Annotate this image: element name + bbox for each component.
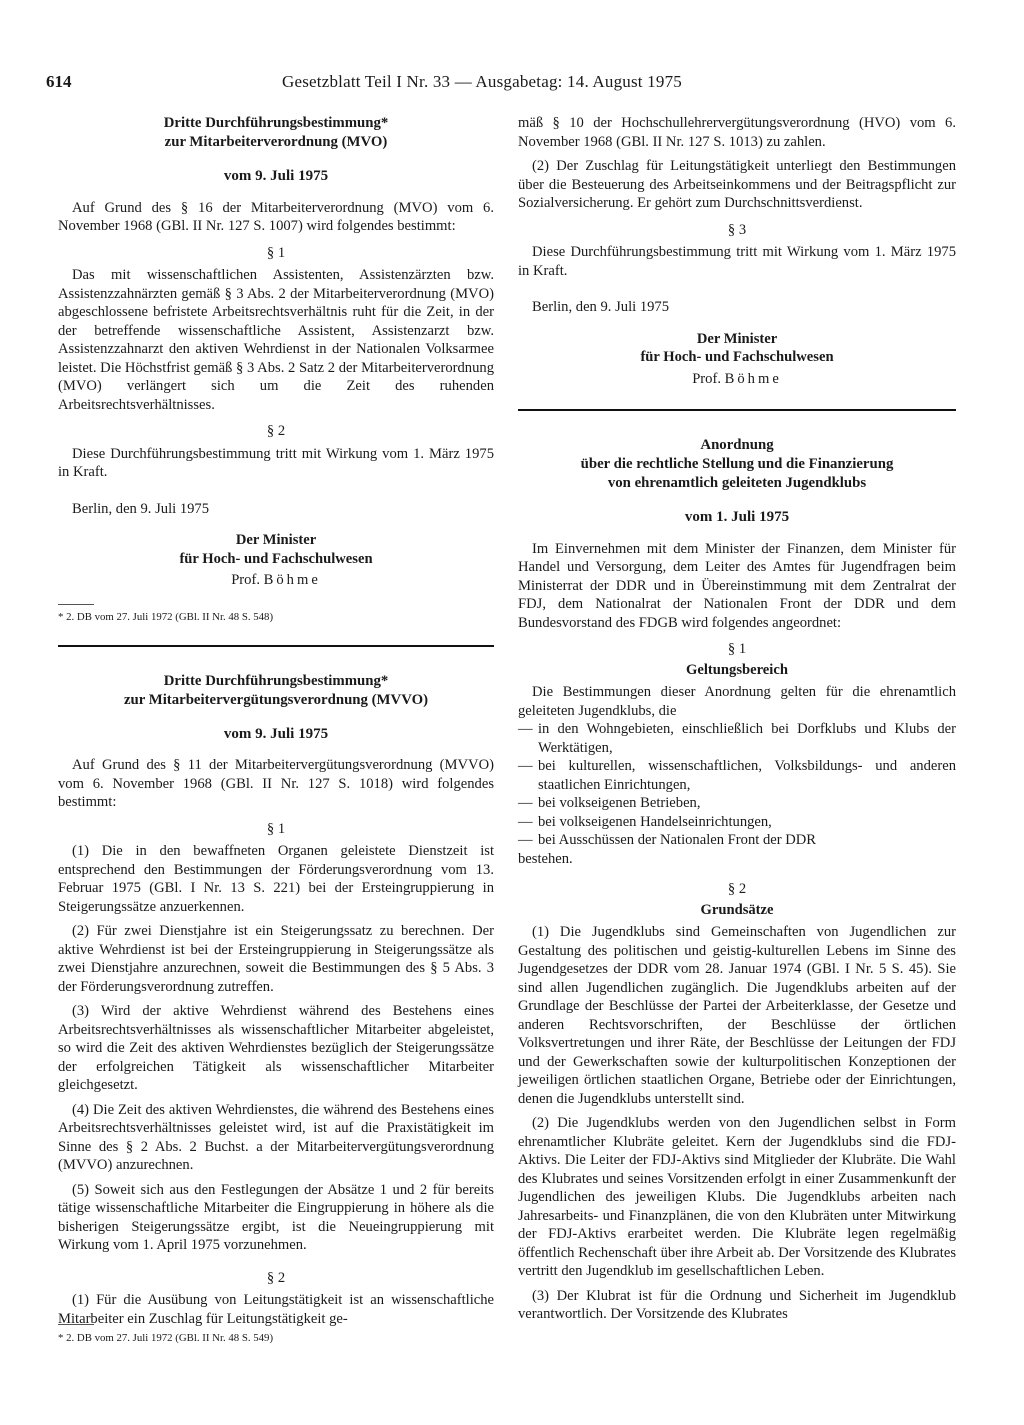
section-heading: § 2: [266, 1269, 286, 1286]
article-title-line3: von ehrenamtlich geleiteten Jugendklubs: [607, 475, 867, 491]
footnote: * 2. DB vom 27. Juli 1972 (GBl. II Nr. 48 S. 548): [58, 610, 274, 623]
section-subheading: Geltungsbereich: [686, 661, 788, 678]
footnote-divider: [58, 604, 94, 605]
paragraph: (1) Die in den bewaffneten Organen geleistete Dienstzeit ist entsprechend den Bestimmungen der Förderungsverordnung vom 13. Februar 1975 (GBl. I Nr. 13 S. 221) bei der Ersteingruppierung in Steigerungssätze anzuerkennen.: [58, 843, 494, 915]
page-number: 614: [46, 72, 72, 91]
signer-surname: Böhme: [724, 370, 782, 387]
paragraph-continuation: mäß § 10 der Hochschullehrervergütungsverordnung (HVO) vom 6. November 1968 (GBl. II Nr. 127 S. 1013) zu zahlen.: [518, 115, 956, 150]
section-text: Die Bestimmungen dieser Anordnung gelten für die ehrenamtlich geleiteten Jugendklubs, die: [518, 684, 956, 719]
paragraph: (1) Für die Ausübung von Leitungstätigkeit ist an wissenschaftliche Mitarbeiter ein Zuschlag für Leitungstätigkeit ge-: [58, 1292, 494, 1327]
list-item: — in den Wohngebieten, einschließlich bei Dorfklubs und Klubs der Werktätigen,: [518, 721, 956, 756]
list-item: — bei kulturellen, wissenschaftlichen, Volksbildungs- und anderen staatlichen Einrichtungen,: [518, 758, 956, 793]
article-intro: Im Einvernehmen mit dem Minister der Finanzen, dem Minister für Handel und Versorgung, dem Leiter des Amtes für Jugendfragen beim Ministerrat der DDR und in Übereinstimmung mit dem Zentralrat der FDJ, dem Nationalrat der Nationalen Front der DDR und dem Bundesvorstand des FDGB wird folgendes angeordnet:: [518, 540, 956, 631]
place-date: Berlin, den 9. Juli 1975: [532, 299, 670, 315]
footnote: * 2. DB vom 27. Juli 1972 (GBl. II Nr. 48 S. 549): [58, 1332, 274, 1344]
list-item: — bei Ausschüssen der Nationalen Front der DDR: [518, 832, 817, 848]
paragraph: (1) Die Jugendklubs sind Gemeinschaften von Jugendlichen zur Gestaltung des politischen und geistig-kulturellen Lebens im Sinne des Jugendgesetzes der DDR vom 28. Januar 1974 (GBl. I Nr. 5 S. 45). Sie sind allen Jugendlichen zugänglich. Die Jugendklubs arbeiten auf der Grundlage der Beschlüsse der Partei der Arbeiterklasse, der Gesetze und anderen Rechtsvorschriften, der Beschlüsse der örtlichen Volksvertretungen und ihrer Räte, der Beschlüsse der Leitungen der FDJ und der Gewerkschaften sowie der kulturpolitischen Konzeptionen der jeweiligen örtlichen staatlichen Organe, Betriebe oder der Einrichtungen, denen die Jugendklubs unterstellt sind.: [518, 924, 956, 1107]
signer-surname: Böhme: [263, 572, 321, 588]
article-intro: Auf Grund des § 11 der Mitarbeitervergütungsverordnung (MVVO) vom 6. November 1968 (GBl. II Nr. 127 S. 1018) wird folgendes bestimmt:: [58, 757, 494, 810]
signer-ministry: für Hoch- und Fachschulwesen: [179, 550, 373, 567]
section-text: Das mit wissenschaftlichen Assistenten, Assistenzärzten bzw. Assistenzzahnärzten gemäß § 3 Abs. 2 der Mitarbeiterverordnung (MVO) abgeschlossene befristete Arbeitsrechtsverhältnis ruht für die Zeit, in der der betreffende wissenschaftliche Assistent, Assistenzarzt bzw. Assistenzzahnarzt den aktiven Wehrdienst in der Nationalen Volksarmee leistet. Die Höchstfrist gemäß § 3 Abs. 2 Satz 2 der Mitarbeiterverordnung (MVO) verlängert sich um die Zeit des ruhenden Arbeitsrechtsverhältnisses.: [58, 267, 494, 413]
article-title-line1: Anordnung: [700, 437, 774, 453]
section-text: Diese Durchführungsbestimmung tritt mit Wirkung vom 1. März 1975 in Kraft.: [518, 244, 956, 279]
section-heading: § 1: [266, 244, 286, 261]
section-heading: § 2: [266, 423, 286, 439]
signer-prefix: Prof.: [692, 370, 721, 387]
section-subheading: Grundsätze: [700, 901, 774, 918]
article-mvo: [58, 114, 494, 624]
paragraph: (3) Wird der aktive Wehrdienst während des Bestehens eines Arbeitsrechtsverhältnisses als wissenschaftlicher Mitarbeiter abgeleistet, so wird die Zeit des aktiven Wehrdienstes bezüglich der Steigerungssätze der erfolgreichen Tätigkeit als wissenschaftlicher Mitarbeiter gleichgesetzt.: [58, 1003, 494, 1093]
section-close: bestehen.: [518, 850, 573, 867]
right-column: [518, 114, 956, 1324]
article-title-line2: zur Mitarbeiterverordnung (MVO): [164, 134, 388, 150]
article-intro: Auf Grund des § 16 der Mitarbeiterverordnung (MVO) vom 6. November 1968 (GBl. II Nr. 127 S. 1007) wird folgendes bestimmt:: [58, 199, 494, 234]
paragraph: (2) Für zwei Dienstjahre ist ein Steigerungssatz zu berechnen. Der aktive Wehrdienst ist bei der Ersteingruppierung in Steigerungssätze als zwei Dienstjahre anzurechnen, soweit die Bestimmungen des § 5 Abs. 3 der Förderungsverordnung zutreffen.: [58, 923, 494, 995]
scope-list: [518, 720, 956, 850]
section-heading: § 3: [727, 221, 747, 238]
list-item: — bei volkseigenen Betrieben,: [518, 795, 701, 811]
signer-title: Der Minister: [696, 330, 778, 347]
paragraph: (3) Der Klubrat ist für die Ordnung und Sicherheit im Jugendklub verantwortlich. Der Vorsitzende des Klubrates: [518, 1287, 956, 1322]
signer-ministry: für Hoch- und Fachschulwesen: [640, 349, 834, 365]
paragraph: (2) Der Zuschlag für Leitungstätigkeit unterliegt den Bestimmungen über die Besteuerung des Arbeitseinkommens und der Beitragspflicht zur Sozialversicherung. Er gehört zum Durchschnittsverdienst.: [518, 158, 956, 211]
article-title-line1: Dritte Durchführungsbestimmung*: [163, 672, 389, 689]
signer-title: Der Minister: [235, 532, 317, 548]
article-date: vom 9. Juli 1975: [223, 168, 329, 184]
section-heading: § 1: [727, 641, 747, 657]
section-text: Diese Durchführungsbestimmung tritt mit Wirkung vom 1. März 1975 in Kraft.: [58, 445, 494, 480]
left-column: [58, 114, 494, 1328]
place-date: Berlin, den 9. Juli 1975: [72, 500, 210, 517]
article-jugendklubs: [518, 436, 956, 1324]
article-date: vom 9. Juli 1975: [223, 725, 329, 742]
article-mvvo: [58, 672, 494, 1329]
footnote-divider: [58, 1324, 94, 1325]
signer-name: [58, 571, 494, 590]
running-title: Gesetzblatt Teil I Nr. 33 — Ausgabetag: 14. August 1975: [282, 72, 682, 91]
signer-name: [518, 370, 956, 389]
section-heading: § 2: [727, 881, 747, 897]
paragraph: (4) Die Zeit des aktiven Wehrdienstes, die während des Bestehens eines Arbeitsrechtsverhältnisses geleistet wird, ist auf die Praxistätigkeit im Sinne des § 2 Abs. 2 Buchst. a der Mitarbeitervergütungsverordnung (MVVO) anzurechnen.: [58, 1101, 494, 1173]
article-title-line2: zur Mitarbeitervergütungsverordnung (MVVO): [123, 691, 429, 708]
article-divider: [58, 645, 494, 647]
section-heading: § 1: [266, 820, 286, 837]
article-date: vom 1. Juli 1975: [684, 509, 790, 525]
paragraph: (5) Soweit sich aus den Festlegungen der Absätze 1 und 2 für bereits tätige wissenschaftliche Mitarbeiter die Eingruppierung in höhere als die bisherigen Steigerungssätze ergibt, ist die Neueingruppierung mit Wirkung vom 1. April 1975 vorzunehmen.: [58, 1181, 494, 1253]
article-title-line2: über die rechtliche Stellung und die Finanzierung: [580, 456, 894, 472]
list-item: — bei volkseigenen Handelseinrichtungen,: [518, 813, 772, 830]
paragraph: (2) Die Jugendklubs werden von den Jugendlichen selbst in Form ehrenamtlicher Klubräte geleitet. Kern der Jugendklubs sind die FDJ-Aktivs. Die Leiter der FDJ-Aktivs sind Mitglieder der Klubräte. Die Wahl des Klubrates und seines Vorsitzenden erfolgt in einer Zusammenkunft der Jugendlichen des jeweiligen Klubs. Die Jugendklubs arbeiten nach Jahresarbeits- und Finanzplänen, die von den Klubräten unter Mitwirkung der FDJ-Aktivs erarbeitet werden. Die Klubräte legen regelmäßig öffentlich Rechenschaft über ihre Arbeit ab. Der Vorsitzende des Klubrates vertritt den Jugendklub im gesellschaftlichen Leben.: [518, 1115, 956, 1279]
article-title-line1: Dritte Durchführungsbestimmung*: [163, 115, 389, 131]
article-divider: [518, 409, 956, 411]
signer-prefix: Prof.: [231, 572, 260, 588]
